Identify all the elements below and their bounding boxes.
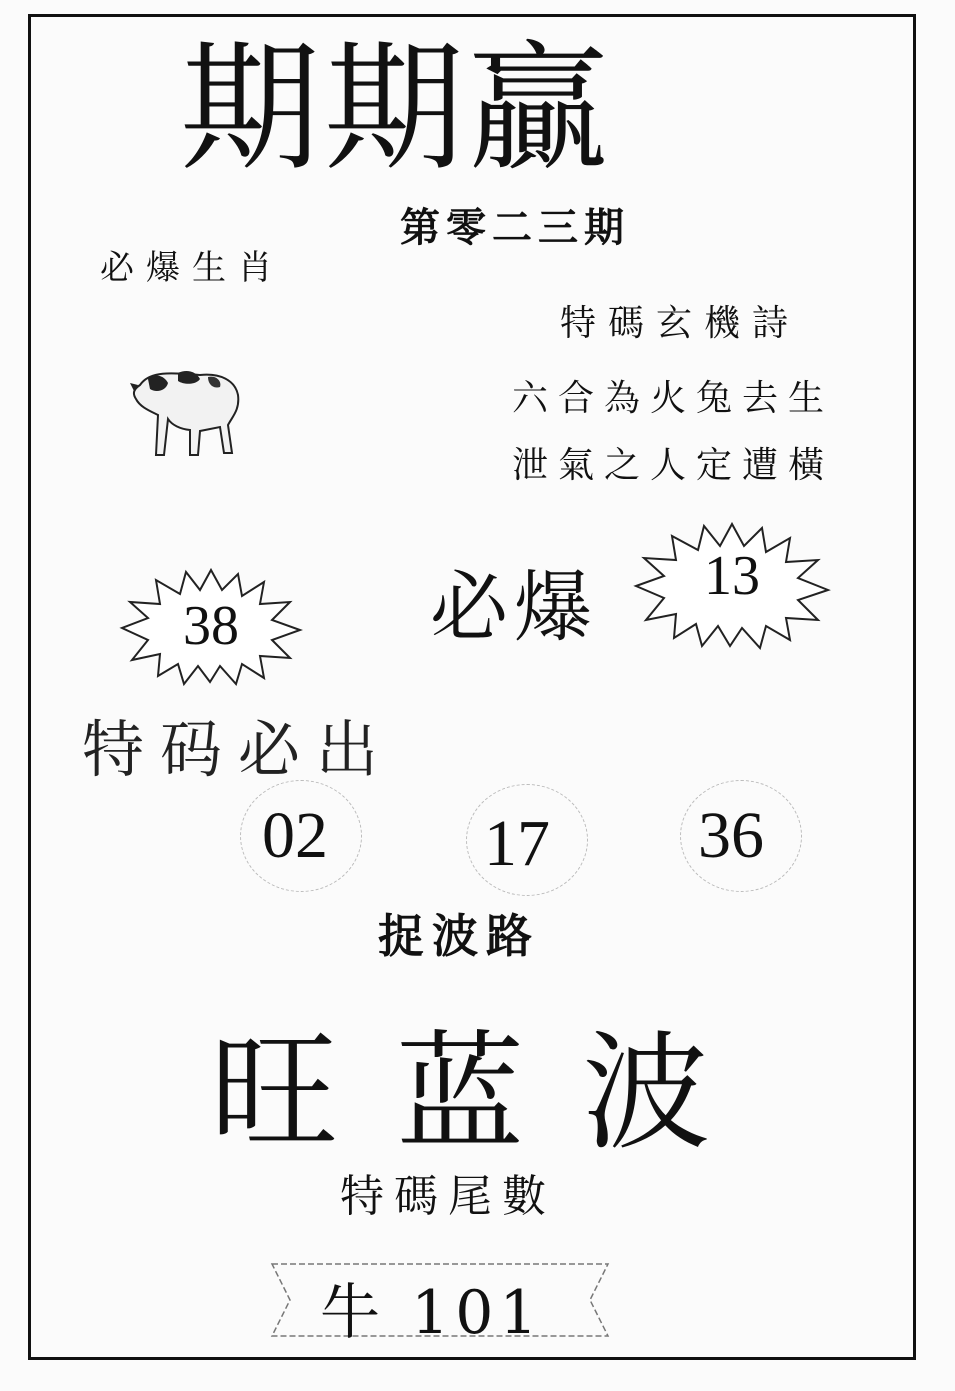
poem-line-2: 泄氣之人定遭橫 — [512, 445, 835, 486]
page-title: 期期贏 — [180, 28, 613, 191]
ox-icon — [120, 355, 260, 465]
special-must-label: 特码必出 — [82, 713, 395, 786]
must-burst-number: 13 — [704, 545, 760, 607]
poem-title: 特碼玄機詩 — [560, 303, 801, 344]
star-number: 38 — [183, 595, 239, 657]
issue-number: 第零二三期 — [400, 204, 630, 251]
wave-path-label: 捉波路 — [378, 909, 540, 963]
poem-line-1: 六合為火兔去生 — [512, 378, 835, 419]
special-number-3: 36 — [698, 799, 764, 872]
zodiac-label: 必爆生肖 — [100, 248, 284, 288]
tail-number-label: 特碼尾數 — [340, 1171, 556, 1222]
must-burst-label: 必爆 — [430, 563, 599, 653]
special-number-1: 02 — [262, 799, 328, 872]
wave-colors: 旺蓝波 — [210, 1019, 769, 1168]
tail-number-value: 牛 101 — [320, 1278, 544, 1348]
special-number-2: 17 — [484, 807, 550, 880]
